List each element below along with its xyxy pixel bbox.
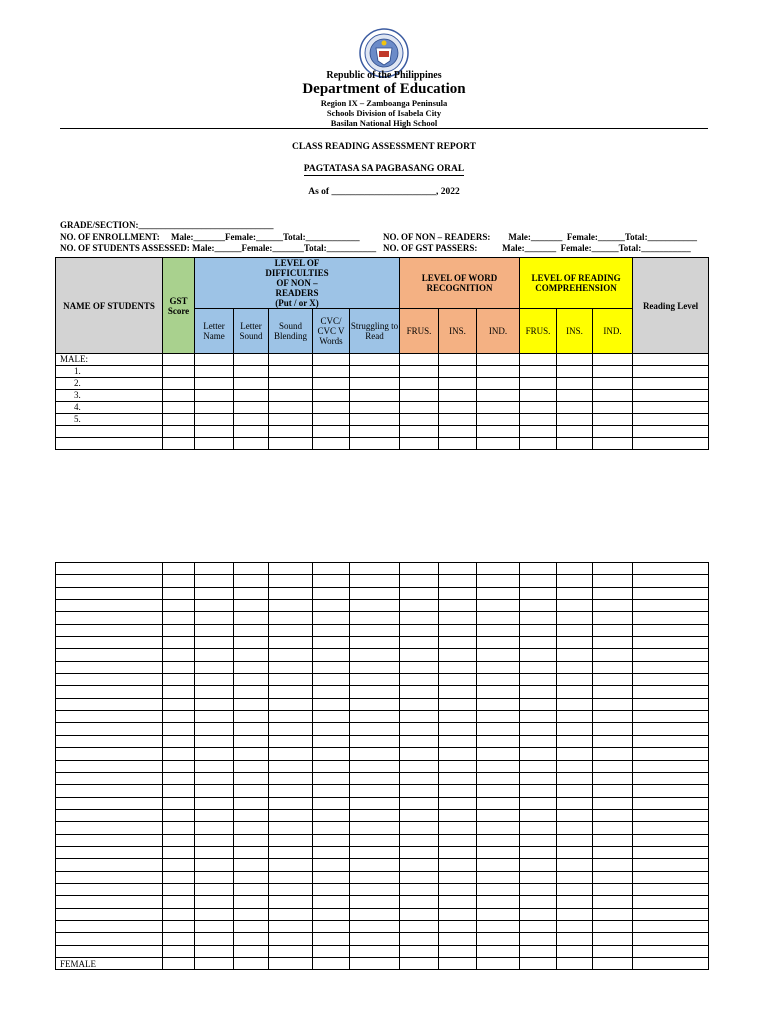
table-row [56, 797, 709, 809]
report-subtitle-text: PAGTATASA SA PAGBASANG ORAL [303, 164, 465, 174]
word-ins-header: INS. [439, 309, 477, 354]
gst-score-header: GST Score [163, 258, 195, 354]
table-row [56, 587, 709, 599]
letter-name-header: Letter Name [195, 309, 234, 354]
gst-passers-field: NO. OF GST PASSERS: Male:_______ Female:______Total:___________ [383, 243, 691, 253]
sound-blending-header: Sound Blending [269, 309, 313, 354]
non-readers-field: NO. OF NON – READERS: Male:_______ Female:______Total:___________ [383, 232, 698, 242]
assessment-table [55, 257, 709, 450]
table-row [56, 624, 709, 636]
female-label: FEMALE [56, 958, 163, 970]
table-row [56, 649, 709, 661]
comp-ins-header: INS. [557, 309, 593, 354]
comp-ind-header: IND. [593, 309, 633, 354]
difficulties-header [195, 258, 400, 309]
name-of-students-header: NAME OF STUDENTS [56, 258, 163, 354]
row-number: 3. [56, 390, 163, 402]
struggling-to-read-header: Struggling to Read [350, 309, 400, 354]
reading-comprehension-header: LEVEL OF READING COMPREHENSION [520, 258, 633, 309]
table-row [56, 414, 709, 426]
row-number: 4. [56, 402, 163, 414]
region-text: Region IX – Zamboanga Peninsula [320, 98, 448, 108]
table-row [56, 366, 709, 378]
table-row [56, 402, 709, 414]
table-row [56, 772, 709, 784]
male-label: MALE: [56, 354, 163, 366]
table-row [56, 760, 709, 772]
table-row [56, 933, 709, 945]
table-row [56, 883, 709, 895]
as-of-date: As of ______________________, 2022 [308, 187, 460, 197]
grade-section-field: GRADE/SECTION:______________________________ [60, 220, 274, 230]
word-ind-header: IND. [477, 309, 520, 354]
header-divider [60, 128, 708, 129]
difficulties-subtitle: (Put / or X) [275, 298, 319, 308]
table-row [56, 834, 709, 846]
table-row [56, 723, 709, 735]
difficulties-title: LEVEL OF DIFFICULTIES OF NON – READERS [265, 258, 329, 298]
table-row [56, 920, 709, 932]
table-row [56, 378, 709, 390]
table-row [56, 612, 709, 624]
letter-sound-header: Letter Sound [234, 309, 269, 354]
table-row [56, 438, 709, 450]
table-row [56, 637, 709, 649]
table-row [56, 735, 709, 747]
table-row [56, 686, 709, 698]
department-title: Department of Education [302, 81, 466, 97]
continuation-table [55, 562, 709, 970]
row-number: 1. [56, 366, 163, 378]
table-row [56, 698, 709, 710]
table-row [56, 871, 709, 883]
students-assessed-field: NO. OF STUDENTS ASSESSED: Male:______Female:_______Total:___________ [60, 243, 377, 253]
table-row [56, 674, 709, 686]
table-row [56, 426, 709, 438]
table-row [56, 822, 709, 834]
table-row [56, 575, 709, 587]
reading-level-header: Reading Level [633, 258, 709, 354]
table-row [56, 958, 709, 970]
table-row [56, 661, 709, 673]
table-row [56, 945, 709, 957]
table-row [56, 600, 709, 612]
table-row [56, 390, 709, 402]
division-text: Schools Division of Isabela City [326, 108, 442, 118]
table-row [56, 809, 709, 821]
comp-frus-header: FRUS. [520, 309, 557, 354]
enrollment-field: NO. OF ENROLLMENT: Male:_______Female:______Total:____________ [60, 232, 360, 242]
table-row [56, 846, 709, 858]
report-subtitle [0, 164, 768, 174]
table-row [56, 908, 709, 920]
table-row [56, 859, 709, 871]
republic-text: Republic of the Philippines [326, 70, 442, 81]
row-number: 5. [56, 414, 163, 426]
cvc-words-header: CVC/ CVC V Words [313, 309, 350, 354]
table-row [56, 563, 709, 575]
table-row [56, 896, 709, 908]
table-row [56, 354, 709, 366]
row-number: 2. [56, 378, 163, 390]
table-row [56, 748, 709, 760]
word-frus-header: FRUS. [400, 309, 439, 354]
table-row [56, 711, 709, 723]
school-text: Basilan National High School [330, 118, 438, 128]
table-row [56, 785, 709, 797]
report-title: CLASS READING ASSESSMENT REPORT [291, 142, 476, 152]
word-recognition-header: LEVEL OF WORD RECOGNITION [400, 258, 520, 309]
